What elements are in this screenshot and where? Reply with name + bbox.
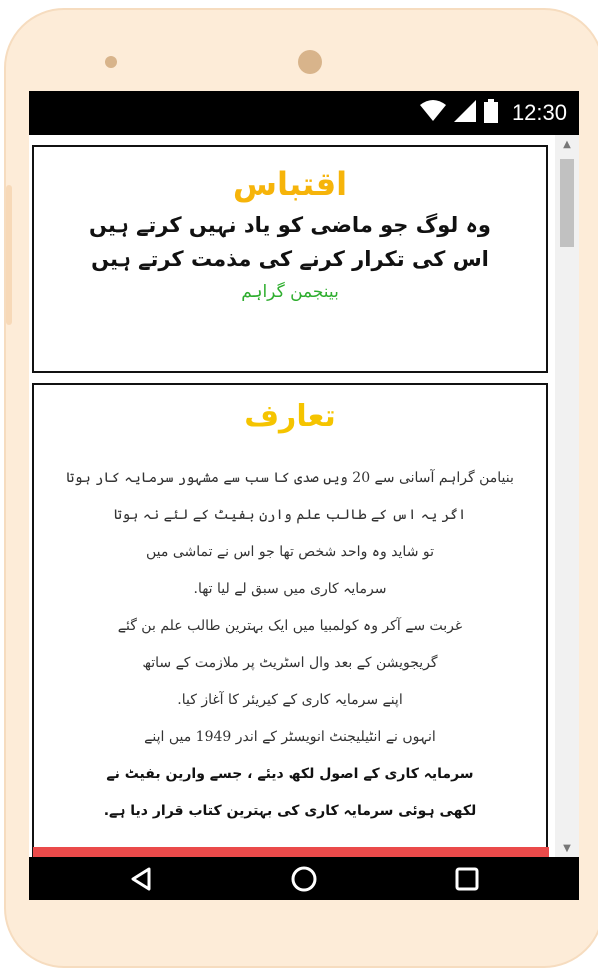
intro-line: اپنے سرمایہ کاری کے کیریئر کا آغاز کیا. (177, 692, 403, 708)
intro-line: سرمایہ کاری میں سبق لے لیا تھا. (193, 581, 387, 597)
intro-line: غربت سے آکر وہ کولمبیا میں ایک بہترین طالب علم بن گئے (117, 618, 463, 634)
sensor-dot (105, 56, 117, 68)
navigation-bar (29, 857, 579, 900)
scroll-up-arrow-icon[interactable]: ▲ (563, 138, 571, 150)
intro-line: اگر یہ اس کے طالب علم وارن بفیٹ کے لئے نہ ہوتا (113, 507, 467, 523)
front-camera (298, 50, 322, 74)
status-icons (420, 91, 567, 135)
accent-bar (33, 847, 549, 857)
intro-text (34, 460, 546, 830)
intro-title: تعارف (244, 399, 336, 434)
signal-icon (454, 100, 476, 126)
screen (29, 91, 579, 900)
content-area[interactable] (29, 135, 579, 857)
intro-line: انہوں نے انٹیلیجنٹ انویسٹر کے اندر 1949 میں اپنے (144, 729, 436, 745)
intro-line: گریجویشن کے بعد وال اسٹریٹ پر ملازمت کے ساتھ (142, 655, 438, 671)
quote-author: بینجمن گراہم (241, 282, 339, 302)
intro-line: بنیامن گراہم آسانی سے 20 ویں صدی کا سب سے مشہور سرمایہ کار ہوتا (66, 470, 514, 486)
quote-line: وہ لوگ جو ماضی کو یاد نہیں کرتے ہیں (89, 213, 491, 237)
side-button (6, 185, 12, 325)
scroll-down-arrow-icon[interactable]: ▼ (563, 842, 571, 854)
scrollbar[interactable] (555, 135, 579, 857)
recents-icon[interactable] (437, 857, 497, 900)
back-icon[interactable] (111, 857, 171, 900)
quote-title: اقتباس (232, 165, 348, 203)
battery-icon (484, 99, 498, 127)
status-bar (29, 91, 579, 135)
intro-card (32, 383, 548, 857)
scroll-thumb[interactable] (560, 159, 574, 247)
wifi-icon (420, 100, 446, 126)
intro-line: سرمایہ کاری کے اصول لکھ دیئے ، جسے وارین بفیٹ نے (106, 766, 474, 782)
intro-line: لکھی ہوئی سرمایہ کاری کی بہترین کتاب قرار دیا ہے. (103, 803, 477, 819)
quote-line: اس کی تکرار کرنے کی مذمت کرتے ہیں (91, 247, 489, 271)
intro-line: تو شاید وہ واحد شخص تھا جو اس نے تماشی میں (145, 544, 435, 560)
quote-card (32, 145, 548, 373)
home-icon[interactable] (274, 857, 334, 900)
status-time: 12:30 (511, 100, 567, 125)
